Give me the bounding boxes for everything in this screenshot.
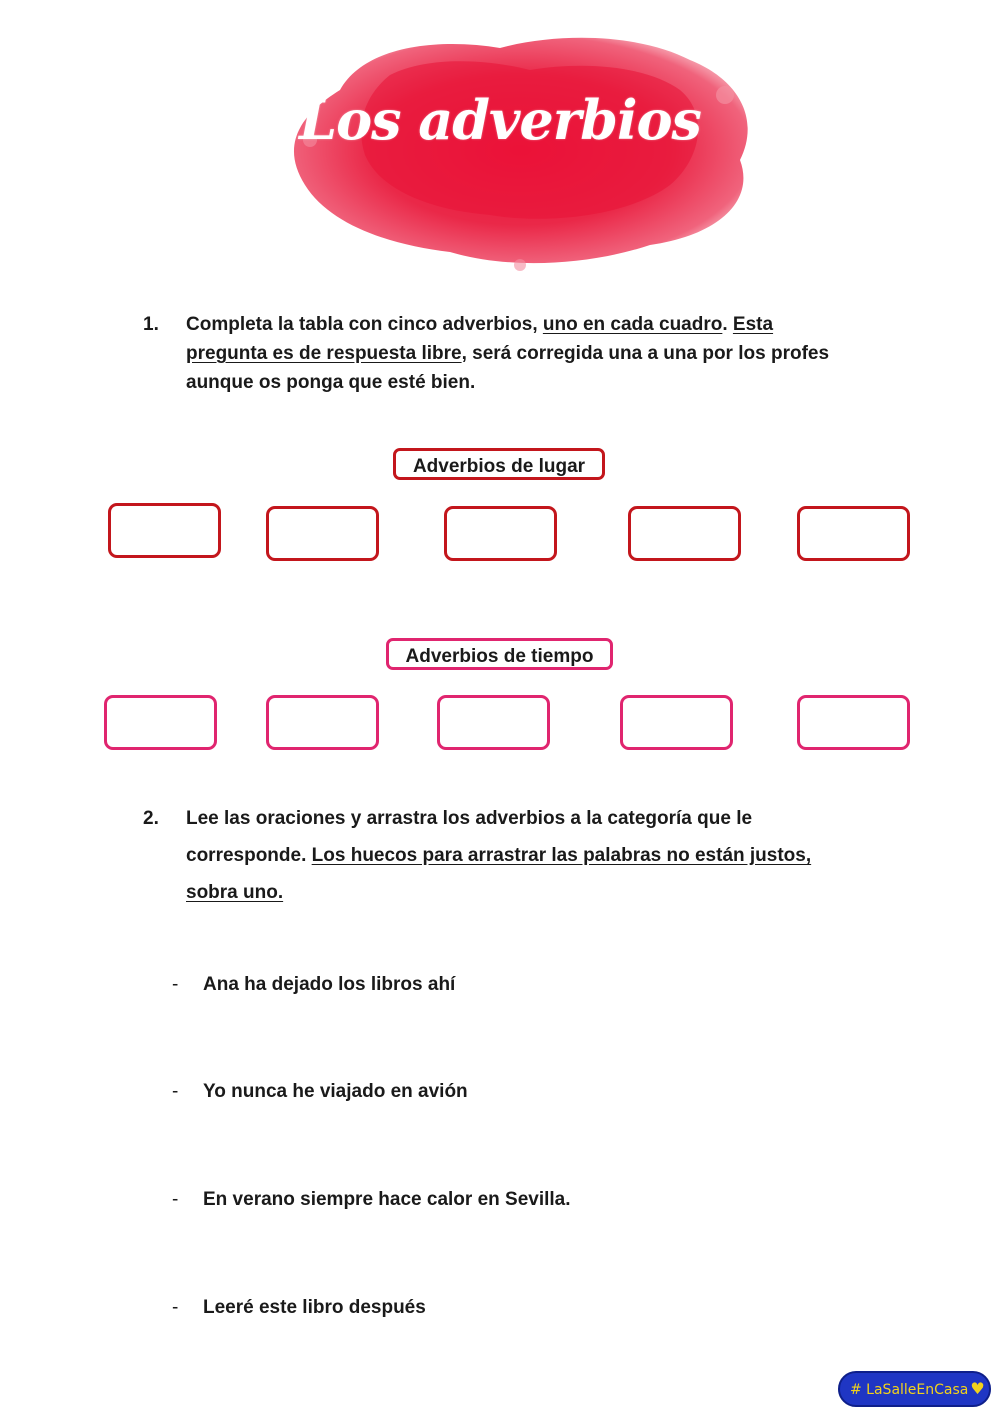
answer-box-lugar-1[interactable] (108, 503, 221, 558)
heart-icon: ♥ (970, 1379, 985, 1398)
answer-box-tiempo-2[interactable] (266, 695, 379, 750)
sentence-item: - En verano siempre hace calor en Sevilla. (172, 1189, 571, 1210)
answer-box-lugar-4[interactable] (628, 506, 741, 561)
page-title: Los adverbios (299, 88, 701, 152)
sentence-item: - Ana ha dejado los libros ahí (172, 974, 456, 995)
sentence-item: - Leeré este libro después (172, 1297, 426, 1318)
answer-box-lugar-3[interactable] (444, 506, 557, 561)
question-1-text: Completa la tabla con cinco adverbios, uno en cada cuadro. Esta pregunta es de respuesta libre, será corregida una a una por los profes aunque os ponga que esté bien. (186, 314, 830, 393)
lasalle-en-casa-badge: # LaSalleEnCasa ♥ (838, 1371, 991, 1407)
sentence-item: - Yo nunca he viajado en avión (172, 1081, 468, 1102)
answer-box-lugar-5[interactable] (797, 506, 910, 561)
answer-box-tiempo-5[interactable] (797, 695, 910, 750)
question-1-number: 1. (143, 314, 159, 335)
question-2-text: Lee las oraciones y arrastra los adverbios a la categoría que le corresponde. Los huecos para arrastrar las palabras no están justos, sobra uno. (186, 808, 812, 903)
answer-box-tiempo-3[interactable] (437, 695, 550, 750)
question-2-number: 2. (143, 808, 159, 829)
category-label-tiempo: Adverbios de tiempo (386, 638, 613, 670)
answer-box-tiempo-1[interactable] (104, 695, 217, 750)
answer-box-lugar-2[interactable] (266, 506, 379, 561)
answer-box-tiempo-4[interactable] (620, 695, 733, 750)
category-label-lugar: Adverbios de lugar (393, 448, 605, 480)
